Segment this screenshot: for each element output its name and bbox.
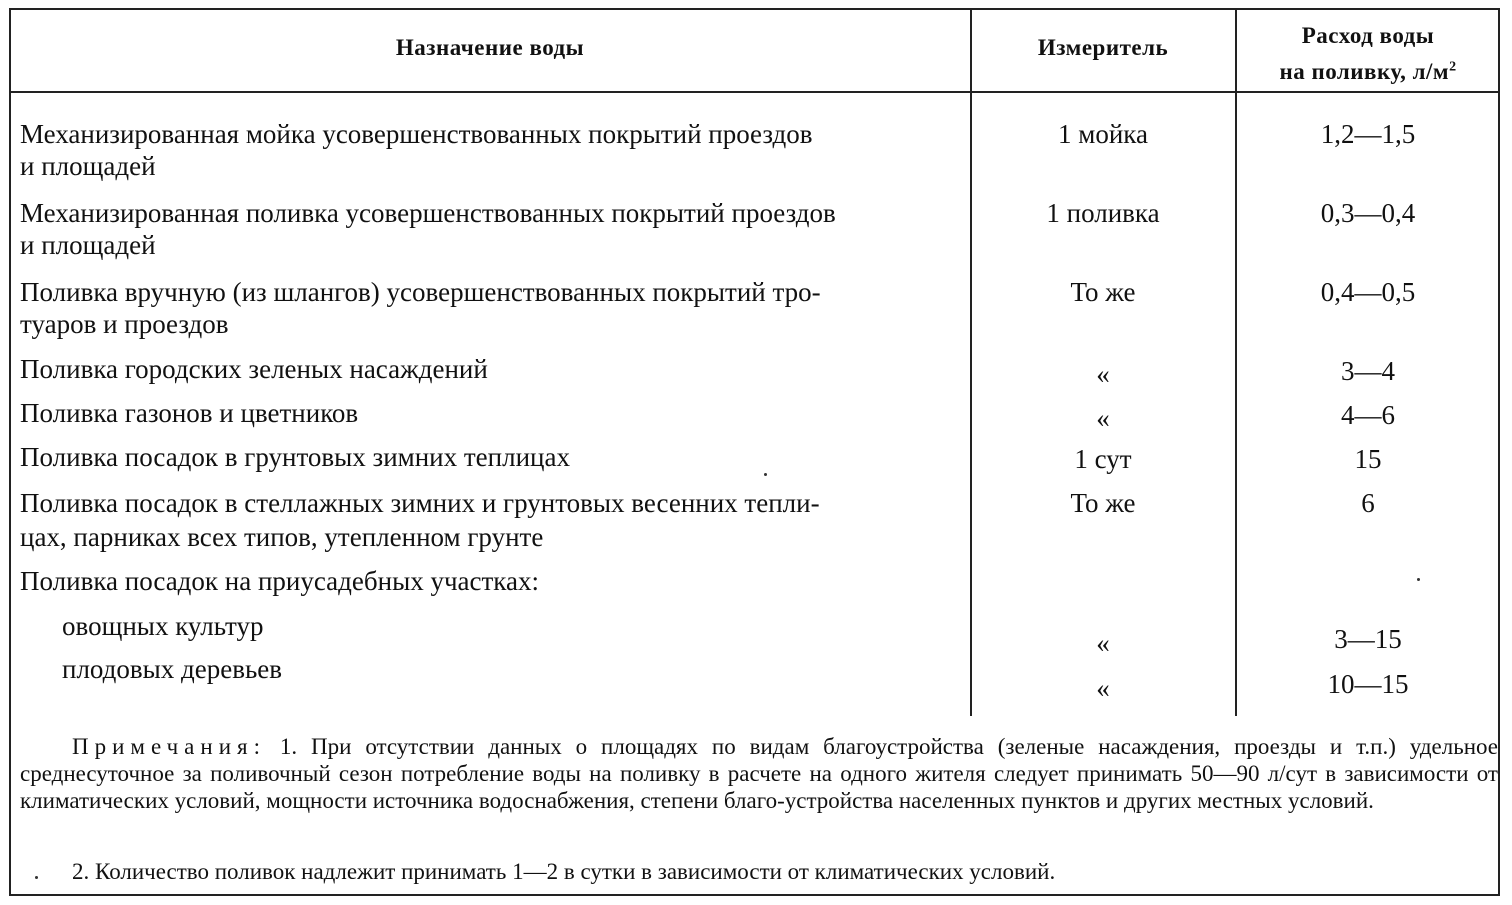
notes-paragraph-1	[20, 733, 1498, 814]
row-2-value: 0,3—0,4	[1320, 198, 1416, 228]
header-purpose: Назначение воды	[395, 35, 585, 60]
header-rule	[9, 91, 1500, 93]
row-3-value: 0,4—0,5	[1320, 277, 1416, 307]
row-7-purpose-line-1: Поливка посадок в стеллажных зимних и грунтовых весенних тепли-	[20, 488, 820, 518]
row-6-purpose-line-1: Поливка посадок в грунтовых зимних теплицах	[20, 442, 570, 472]
row-3-unit: То же	[1070, 277, 1136, 307]
header-unit: Измеритель	[1037, 35, 1169, 60]
row-4-purpose-line-1: Поливка городских зеленых насаждений	[20, 354, 488, 384]
print-speck	[35, 876, 38, 879]
header-consumption-line1: Расход воды	[1301, 23, 1435, 48]
row-7-purpose-line-2: цах, парниках всех типов, утепленном грунте	[20, 522, 544, 552]
row-7-unit: То же	[1070, 488, 1136, 518]
row-9-purpose-line-1: овощных культур	[62, 611, 264, 641]
notes-text-1: 1. При отсутствии данных о площадях по видам благоустройства (зеленые насаждения, проезды и т.п.) удельное среднесуточное за поливочный сезон потребление воды на поливку в расчете на одного жителя следует принимать 50—90 л/сут в зависимости от климатических условий, мощности источника водоснабжения, степени благо-устройства населенных пунктов и других местных условий.	[20, 734, 1499, 813]
row-4-unit: «	[1096, 359, 1110, 389]
row-1-unit: 1 мойка	[1058, 119, 1148, 149]
row-5-unit: «	[1096, 403, 1110, 433]
notes-text-2: 2. Количество поливок надлежит принимать 1—2 в сутки в зависимости от климатических условий.	[72, 859, 1056, 884]
row-2-purpose-line-2: и площадей	[20, 230, 156, 260]
row-4-value: 3—4	[1341, 356, 1395, 386]
row-9-unit: «	[1096, 628, 1110, 658]
row-2-unit: 1 поливка	[1046, 198, 1160, 228]
notes-label: Примечания:	[72, 734, 266, 759]
header-consumption-sup: 2	[1449, 59, 1457, 75]
row-6-unit: 1 сут	[1074, 444, 1132, 474]
row-10-value: 10—15	[1327, 669, 1409, 699]
row-10-purpose-line-1: плодовых деревьев	[62, 654, 283, 684]
header-consumption-text: на поливку, л/м	[1279, 59, 1450, 84]
row-8-purpose-line-1: Поливка посадок на приусадебных участках:	[20, 566, 539, 596]
print-speck	[764, 473, 767, 476]
row-2-purpose-line-1: Механизированная поливка усовершенствованных покрытий проездов	[20, 198, 836, 228]
header-consumption-line2	[1237, 56, 1499, 88]
row-5-value: 4—6	[1341, 400, 1395, 430]
row-3-purpose-line-2: туаров и проездов	[20, 309, 229, 339]
row-10-unit: «	[1096, 673, 1110, 703]
row-5-purpose-line-1: Поливка газонов и цветников	[20, 398, 359, 428]
row-1-purpose-line-2: и площадей	[20, 151, 156, 181]
row-6-value: 15	[1354, 444, 1382, 474]
row-7-value: 6	[1361, 488, 1375, 518]
print-speck	[1417, 578, 1420, 581]
row-9-value: 3—15	[1334, 624, 1402, 654]
row-1-purpose-line-1: Механизированная мойка усовершенствованных покрытий проездов	[20, 119, 813, 149]
row-1-value: 1,2—1,5	[1320, 119, 1416, 149]
notes-paragraph-2	[20, 858, 1498, 885]
row-3-purpose-line-1: Поливка вручную (из шлангов) усовершенствованных покрытий тро-	[20, 277, 821, 307]
